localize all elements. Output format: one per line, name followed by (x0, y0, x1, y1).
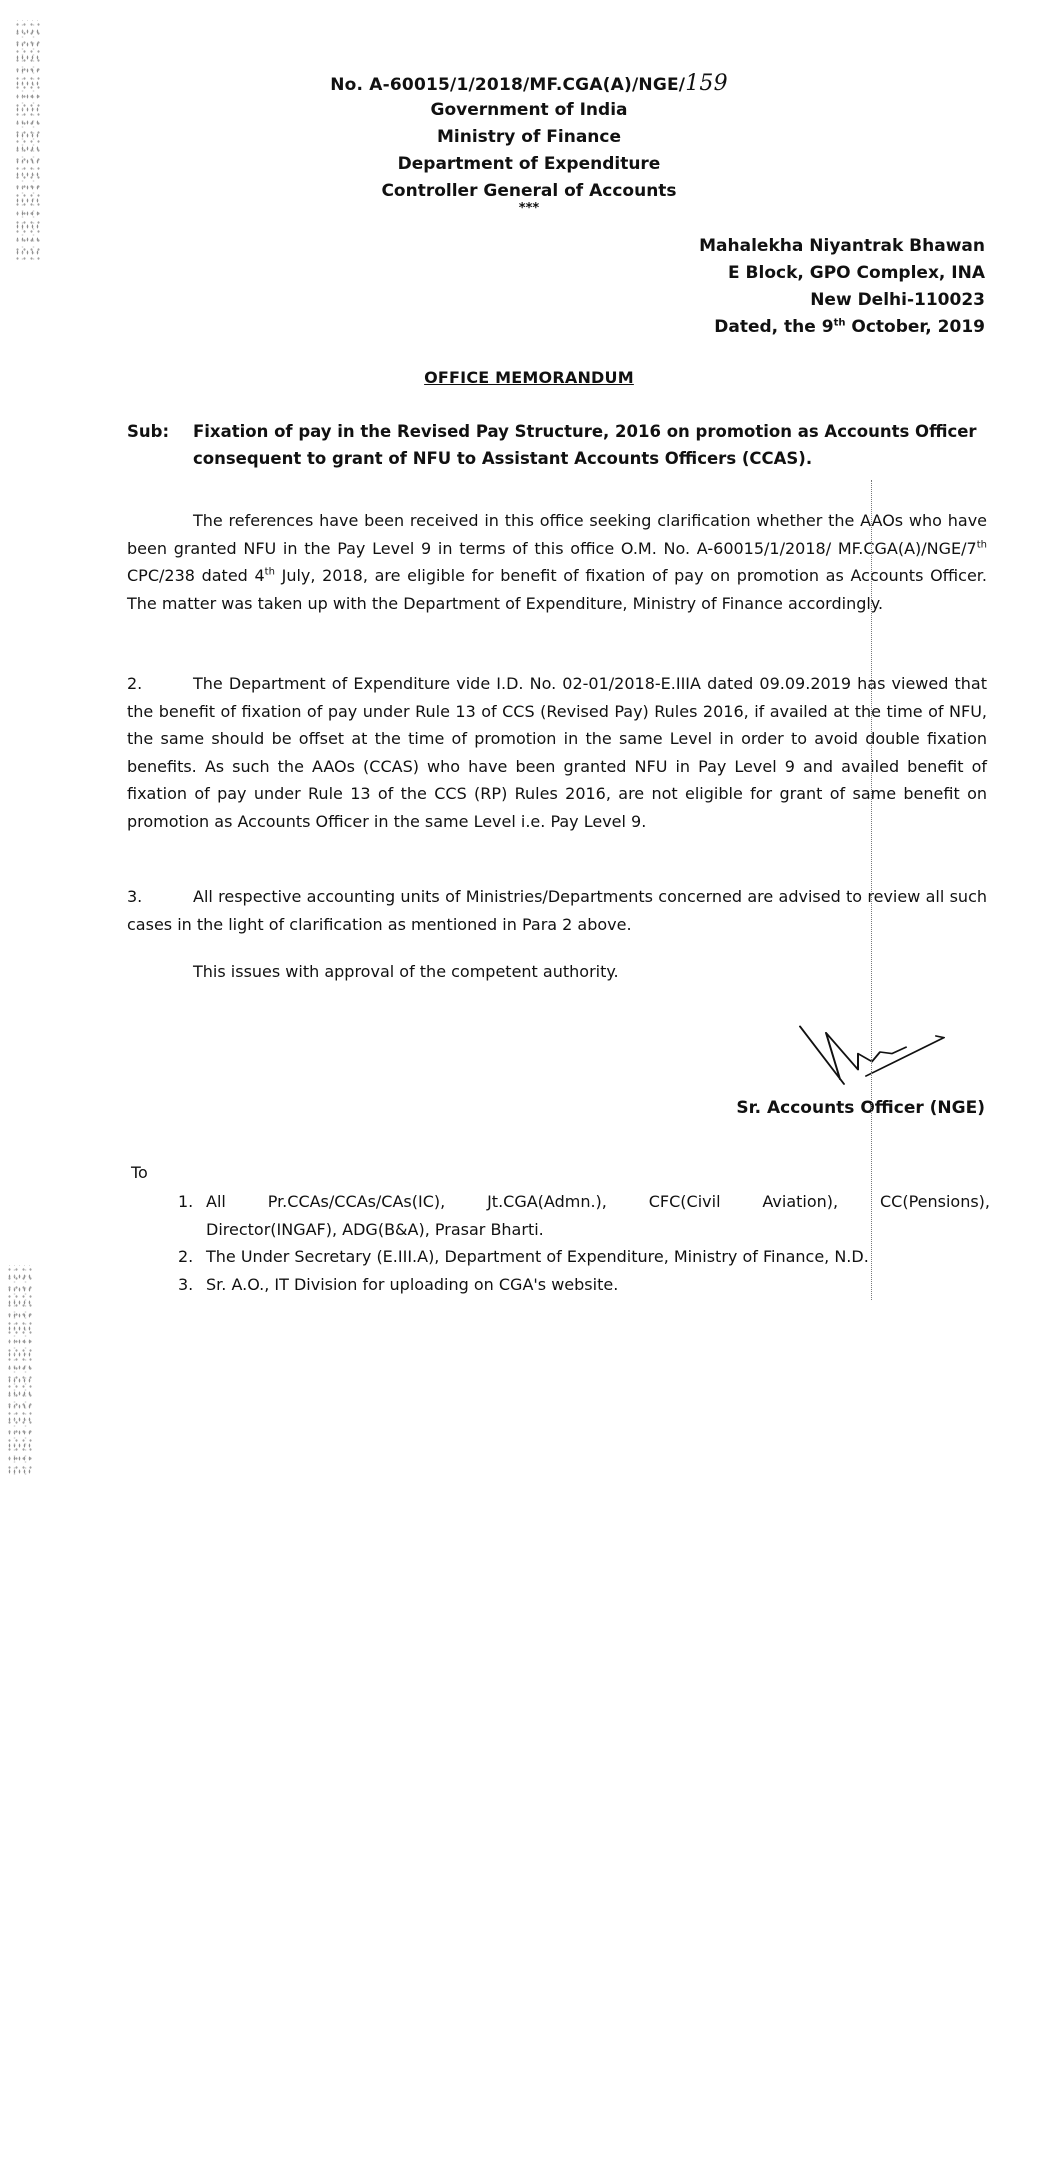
approval-text: This issues with approval of the competent authority. (193, 962, 619, 981)
distribution-label: To (131, 1163, 148, 1182)
paragraph-3-text: All respective accounting units of Ministries/Departments concerned are advised to review all such cases in the light of clarification as mentioned in Para 2 above. (127, 887, 987, 934)
department-name: Department of Expenditure (397, 154, 661, 174)
recipient-index: 3. (178, 1274, 194, 1294)
recipient-index: 2. (178, 1247, 194, 1266)
paragraph-1-text-a: The references have been received in this office seeking clarification whether the AAOs who have been granted NFU in the Pay Level 9 in terms of this office O.M. No. A-60015/1/2018/ MF.CGA(A)/NGE/7 (127, 511, 987, 558)
scan-fold-line (871, 480, 872, 1300)
government-name: Government of India (430, 100, 628, 120)
recipient-text: The Under Secretary (E.III.A), Department of Expenditure, Ministry of Finance, N.D. (206, 1247, 869, 1266)
signature-scribble (796, 1020, 956, 1090)
ministry-name: Ministry of Finance (436, 127, 622, 147)
signatory-designation: Sr. Accounts Officer (NGE) (736, 1098, 985, 1118)
paragraph-3-number: 3. (127, 887, 143, 906)
reference-number (0, 70, 1058, 99)
paragraph-3 (127, 883, 987, 938)
date-rest: October, 2019 (845, 317, 985, 337)
paragraph-1 (127, 507, 987, 617)
paragraph-2-text: The Department of Expenditure vide I.D. No. 02-01/2018-E.IIIA dated 09.09.2019 has viewed that the benefit of fixation of pay under Rule 13 of CCS (Revised Pay) Rules 2016, if availed at the time of NFU, the same should be offset at the time of promotion in the same Level in order to avoid double fixation benefits. As such the AAOs (CCAS) who have been granted NFU in Pay Level 9 and availed benefit of fixation of pay under Rule 13 of the CCS (RP) Rules 2016, are not eligible for grant of same benefit on promotion as Accounts Officer in the same Level i.e. Pay Level 9. (127, 674, 987, 831)
paragraph-1-text-b: CPC/238 dated 4 (127, 566, 265, 585)
scan-speckle-bottom (6, 1265, 32, 1475)
address-line-3: New Delhi-110023 (810, 290, 985, 310)
ordinal-sup: th (976, 539, 987, 551)
subject-text: Fixation of pay in the Revised Pay Structure, 2016 on promotion as Accounts Officer consequent to grant of NFU to Assistant Accounts Officers (CCAS). (193, 422, 977, 468)
paragraph-2 (127, 670, 987, 835)
recipient-index: 1. (178, 1192, 194, 1211)
recipient-item (178, 1188, 990, 1243)
recipient-list (178, 1188, 990, 1298)
date-prefix: Dated, the 9 (714, 317, 834, 337)
subject-label: Sub: (127, 422, 170, 441)
date-line (714, 314, 985, 341)
office-name: Controller General of Accounts (381, 181, 677, 201)
memo-title: OFFICE MEMORANDUM (424, 368, 634, 387)
address-line-2: E Block, GPO Complex, INA (728, 263, 985, 283)
recipient-text: Sr. A.O., IT Division for uploading on CGA's website. (206, 1274, 619, 1294)
paragraph-1-text-c: July, 2018, are eligible for benefit of fixation of pay on promotion as Accounts Officer. The matter was taken up with the Department of Expenditure, Ministry of Finance accordingly. (127, 566, 987, 613)
recipient-text-line-2: Director(INGAF), ADG(B&A), Prasar Bharti. (206, 1219, 544, 1239)
address-line-1: Mahalekha Niyantrak Bhawan (699, 236, 985, 256)
recipient-item (178, 1271, 990, 1299)
ordinal-sup: th (264, 566, 275, 578)
approval-line (127, 958, 987, 986)
separator-stars: *** (518, 201, 540, 216)
handwritten-number: 159 (685, 71, 728, 96)
recipient-text-line-1: All Pr.CCAs/CCAs/CAs(IC), Jt.CGA(Admn.), CFC(Civil Aviation), CC(Pensions), (206, 1192, 990, 1211)
date-ordinal: th (833, 317, 846, 329)
paragraph-2-number: 2. (127, 674, 143, 693)
recipient-item (178, 1243, 990, 1271)
reference-number-text: No. A-60015/1/2018/MF.CGA(A)/NGE/ (330, 75, 686, 95)
